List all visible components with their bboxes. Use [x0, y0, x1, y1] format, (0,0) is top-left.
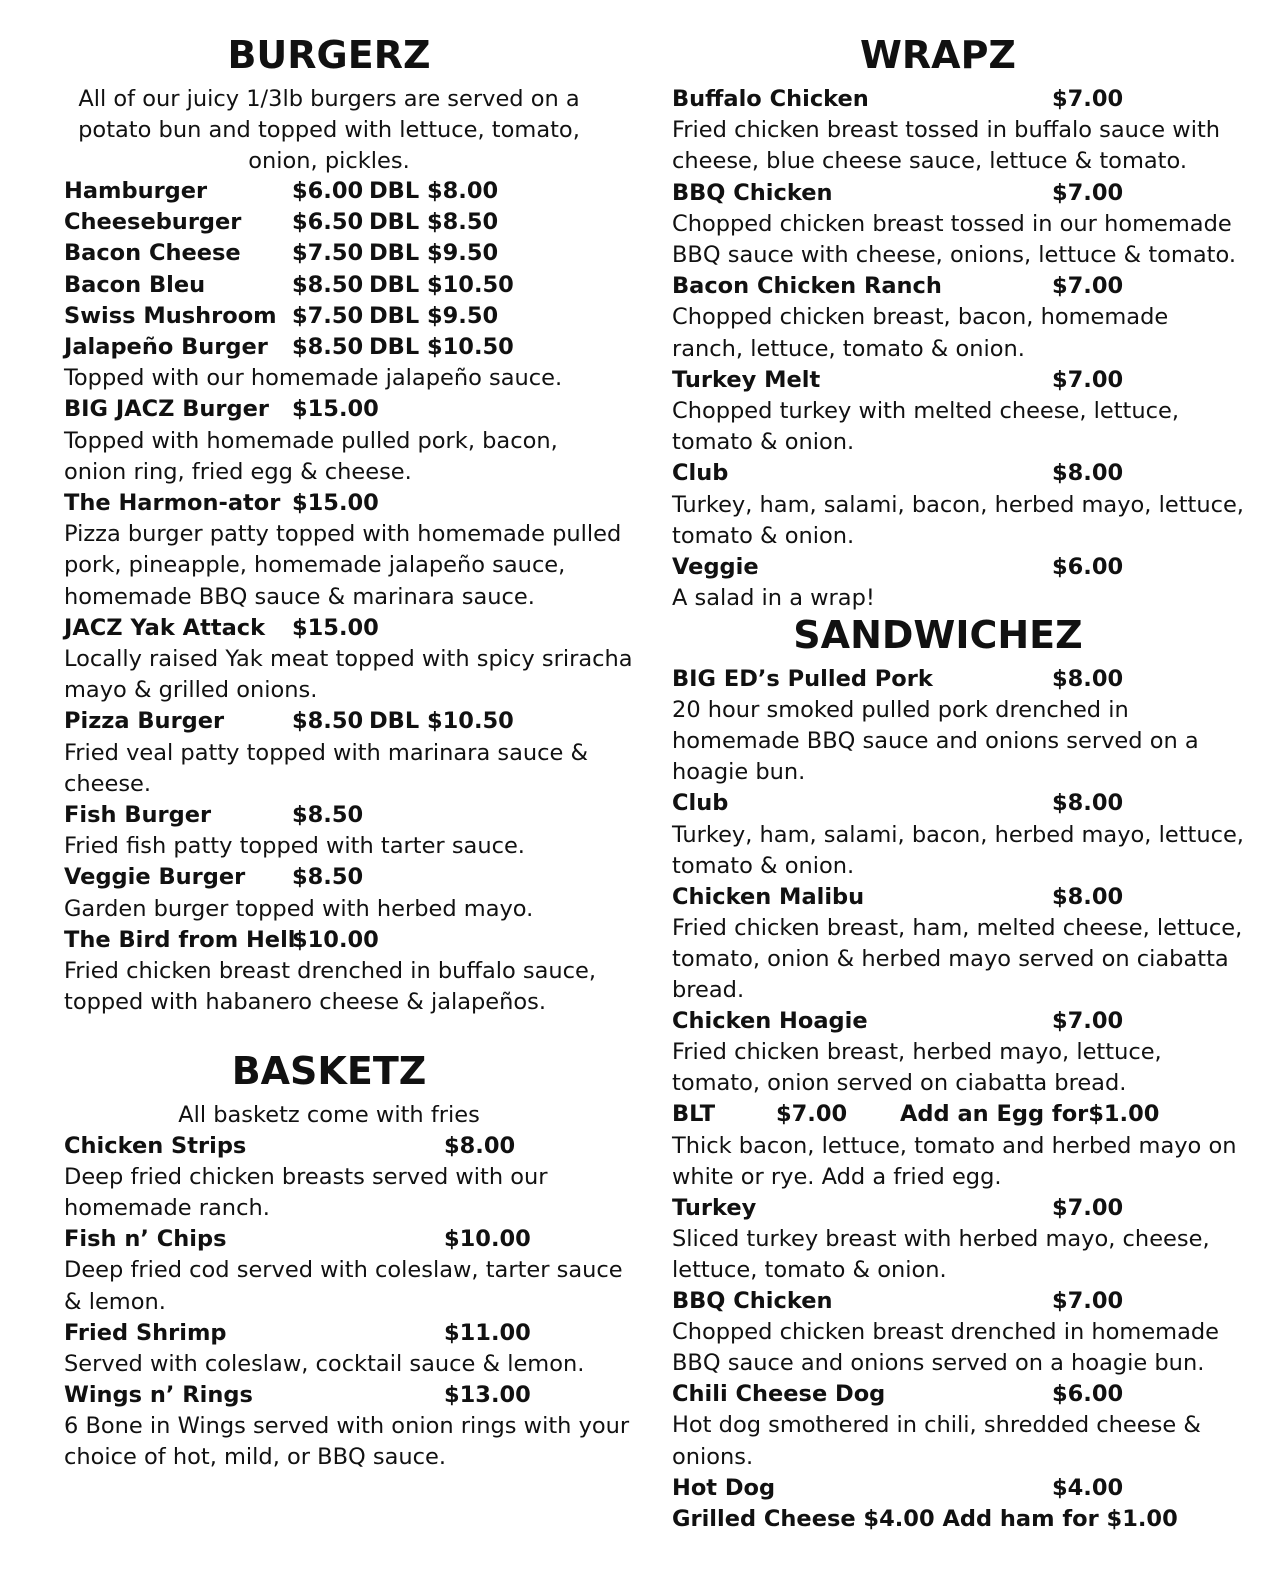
item-description-line: 20 hour smoked pulled pork drenched in [672, 697, 1129, 724]
item-description-line: choice of hot, mild, or BBQ sauce. [64, 1444, 447, 1470]
item-price: $8.50 [292, 802, 364, 828]
item-name: BBQ Chicken [672, 179, 833, 206]
item-description-line: tomato & onion. [672, 852, 855, 879]
item-addon: Add an Egg for$1.00 [900, 1101, 1160, 1128]
item-description-line: Turkey, ham, salami, bacon, herbed mayo, lettuce, [672, 821, 1244, 848]
item-price: $7.00 [1052, 273, 1124, 300]
item-name: Veggie [672, 554, 759, 580]
item-description-line: Topped with homemade pulled pork, bacon, [64, 427, 558, 454]
item-price: $6.00 [1052, 1381, 1124, 1408]
item-description-line: Fried veal patty topped with marinara sauce & [64, 739, 589, 766]
item-name: Veggie Burger [64, 864, 246, 891]
item-description-line: hoagie bun. [672, 759, 806, 786]
item-description-line: BBQ sauce with cheese, onions, lettuce & tomato. [672, 242, 1236, 268]
sandwichez-heading: SANDWICHEZ [793, 613, 1083, 657]
item-description-line: Topped with our homemade jalapeño sauce. [64, 365, 563, 392]
menu-item [64, 207, 624, 237]
menu-item [672, 365, 1232, 395]
item-description-line: A salad in a wrap! [672, 585, 875, 612]
item-name: The Bird from Hell [64, 926, 296, 953]
item-description-line: topped with habanero cheese & jalapeños. [64, 989, 547, 1016]
item-name: Chicken Hoagie [672, 1008, 868, 1035]
item-price: $7.00 [1052, 1008, 1124, 1035]
item-name: Turkey [672, 1194, 757, 1221]
item-price: $11.00 [444, 1319, 531, 1346]
item-description-line: & lemon. [64, 1288, 166, 1315]
item-price: $8.00 [1052, 460, 1124, 487]
menu-item [64, 925, 624, 955]
menu-item: Grilled Cheese $4.00 Add ham for $1.00 [672, 1505, 1178, 1532]
menu-item [64, 238, 624, 268]
item-double-price: DBL $10.50 [369, 334, 514, 360]
basketz-heading: BASKETZ [231, 1049, 427, 1093]
item-price: $10.00 [444, 1226, 531, 1253]
item-description-line: Turkey, ham, salami, bacon, herbed mayo, lettuce, [672, 491, 1244, 518]
menu-item [672, 84, 1232, 114]
item-description-line: Chopped chicken breast drenched in homemade [672, 1319, 1220, 1346]
menu-item [672, 1379, 1232, 1409]
menu-item [672, 1473, 1232, 1503]
menu-item [672, 1286, 1232, 1316]
item-price: $8.00 [1052, 790, 1124, 817]
item-description-line: Sliced turkey breast with herbed mayo, cheese, [672, 1225, 1210, 1252]
item-double-price: DBL $9.50 [369, 240, 499, 267]
item-description-line: Hot dog smothered in chili, shredded cheese & [672, 1412, 1201, 1439]
item-description-line: cheese. [64, 770, 152, 797]
item-price: $15.00 [292, 396, 379, 423]
item-name: Jalapeño Burger [64, 334, 268, 360]
item-name: Turkey Melt [672, 366, 821, 393]
menu-item [64, 488, 624, 518]
basketz-intro: All basketz come with fries [178, 1102, 480, 1128]
menu-item [64, 394, 624, 424]
item-price: $8.00 [1052, 883, 1124, 910]
item-price: $7.50 [292, 302, 364, 329]
burgerz-intro-line-3: onion, pickles. [248, 148, 410, 174]
item-price: $6.00 [292, 178, 364, 204]
item-description-line: Chopped chicken breast tossed in our homemade [672, 210, 1232, 237]
item-description-line: Deep fried cod served with coleslaw, tarter sauce [64, 1257, 623, 1284]
item-description-line: mayo & grilled onions. [64, 677, 318, 704]
item-description-line: homemade BBQ sauce & marinara sauce. [64, 583, 535, 610]
item-name: BBQ Chicken [672, 1288, 833, 1314]
item-name: BIG JACZ Burger [64, 396, 269, 423]
item-price: $6.50 [292, 209, 364, 236]
item-price: $10.00 [292, 926, 379, 953]
item-description-line: tomato, onion & herbed mayo served on ciabatta [672, 945, 1229, 972]
item-price: $8.50 [292, 708, 364, 735]
burgerz-intro-line-1: All of our juicy 1/3lb burgers are served on a [78, 86, 580, 112]
item-description-line: homemade ranch. [64, 1195, 270, 1222]
item-name: Chili Cheese Dog [672, 1381, 886, 1408]
menu-item [672, 178, 1232, 208]
item-price: $8.50 [292, 271, 364, 298]
item-name: Club [672, 790, 729, 817]
item-description-line: Fried fish patty topped with tarter sauce. [64, 833, 525, 860]
item-name: Club [672, 460, 729, 487]
item-price: $7.00 [1052, 1288, 1124, 1314]
item-description-line: Chopped turkey with melted cheese, lettuce, [672, 398, 1179, 424]
item-description-line: Fried chicken breast, ham, melted cheese, lettuce, [672, 914, 1243, 941]
item-price: $15.00 [292, 614, 379, 641]
item-double-price: DBL $10.50 [369, 708, 514, 735]
item-price: $7.00 [1052, 179, 1124, 206]
item-price: $7.50 [292, 240, 364, 267]
item-name: BLT [672, 1101, 716, 1128]
item-description-line: lettuce, tomato & onion. [672, 1256, 947, 1283]
item-double-price: DBL $9.50 [369, 302, 499, 329]
menu-item [64, 176, 624, 206]
item-description-line: Deep fried chicken breasts served with our [64, 1164, 548, 1191]
item-name: Fish Burger [64, 802, 212, 828]
item-description-line: ranch, lettuce, tomato & onion. [672, 335, 1025, 362]
item-description-line: Garden burger topped with herbed mayo. [64, 895, 534, 922]
item-name: Chicken Strips [64, 1133, 247, 1159]
menu-item [64, 862, 624, 892]
item-name: Wings n’ Rings [64, 1381, 253, 1408]
item-description-line: onion ring, fried egg & cheese. [64, 458, 412, 485]
item-description-line: tomato & onion. [672, 522, 855, 549]
item-name: Hamburger [64, 178, 208, 204]
menu-item [64, 1131, 624, 1161]
item-name: Bacon Bleu [64, 271, 206, 298]
wrapz-heading: WRAPZ [860, 33, 1016, 77]
menu-item [672, 664, 1232, 694]
menu-item [64, 1224, 624, 1254]
item-description-line: Locally raised Yak meat topped with spicy sriracha [64, 646, 633, 672]
item-description-line: homemade BBQ sauce and onions served on a [672, 728, 1199, 755]
item-description-line: white or rye. Add a fried egg. [672, 1163, 1002, 1190]
item-description-line: Fried chicken breast tossed in buffalo sauce with [672, 117, 1221, 144]
item-description-line: 6 Bone in Wings served with onion rings with your [64, 1412, 630, 1439]
item-description-line: onions. [672, 1443, 754, 1470]
item-name: Pizza Burger [64, 708, 225, 735]
item-price: $7.00 [776, 1101, 848, 1128]
item-price: $7.00 [1052, 1194, 1124, 1221]
item-description-line: Pizza burger patty topped with homemade pulled [64, 521, 622, 548]
item-name: Chicken Malibu [672, 883, 865, 910]
item-price: $7.00 [1052, 366, 1124, 393]
item-description-line: Chopped chicken breast, bacon, homemade [672, 304, 1169, 331]
menu-item [64, 706, 624, 736]
item-description-line: pork, pineapple, homemade jalapeño sauce, [64, 552, 566, 579]
item-description-line: Served with coleslaw, cocktail sauce & lemon. [64, 1350, 585, 1377]
item-price: $8.50 [292, 334, 364, 360]
item-name: Fried Shrimp [64, 1319, 227, 1346]
menu-item [672, 552, 1232, 582]
menu-item [672, 882, 1232, 912]
menu-item [64, 613, 624, 643]
item-price: $4.00 [1052, 1474, 1124, 1501]
item-description-line: cheese, blue cheese sauce, lettuce & tomato. [672, 148, 1187, 175]
item-name: Hot Dog [672, 1474, 776, 1501]
item-description-line: BBQ sauce and onions served on a hoagie bun. [672, 1350, 1205, 1377]
item-price: $7.00 [1052, 86, 1124, 112]
burgerz-heading: BURGERZ [227, 33, 431, 77]
menu-item [64, 800, 624, 830]
menu-item [64, 270, 624, 300]
item-double-price: DBL $10.50 [369, 271, 514, 298]
menu-item [64, 332, 624, 362]
item-price: $8.50 [292, 864, 364, 891]
item-description-line: tomato, onion served on ciabatta bread. [672, 1070, 1127, 1097]
menu-item [672, 1193, 1232, 1223]
item-double-price: DBL $8.50 [369, 209, 499, 236]
item-name: Cheeseburger [64, 209, 242, 236]
menu-item [64, 301, 624, 331]
item-description-line: Fried chicken breast drenched in buffalo sauce, [64, 958, 597, 984]
item-name: Fish n’ Chips [64, 1226, 227, 1253]
item-price: $8.00 [444, 1133, 516, 1159]
burgerz-intro-line-2: potato bun and topped with lettuce, tomato, [78, 117, 580, 143]
item-name: Bacon Chicken Ranch [672, 273, 942, 300]
menu-item [64, 1318, 624, 1348]
item-description-line: Fried chicken breast, herbed mayo, lettuce, [672, 1039, 1162, 1066]
item-double-price: DBL $8.00 [369, 178, 499, 204]
menu-item [672, 788, 1232, 818]
item-price: $13.00 [444, 1381, 531, 1408]
item-name: Bacon Cheese [64, 240, 241, 267]
item-price: $15.00 [292, 490, 379, 516]
menu-item [672, 271, 1232, 301]
item-description-line: bread. [672, 977, 745, 1003]
item-description-line: Thick bacon, lettuce, tomato and herbed mayo on [672, 1132, 1237, 1159]
item-price: $8.00 [1052, 666, 1124, 692]
item-name: The Harmon-ator [64, 490, 281, 516]
item-description-line: tomato & onion. [672, 429, 855, 456]
menu-item [672, 458, 1232, 488]
menu-item [672, 1099, 1232, 1129]
menu-item [672, 1006, 1232, 1036]
item-name: JACZ Yak Attack [64, 614, 266, 641]
menu-item [64, 1380, 624, 1410]
item-name: BIG ED’s Pulled Pork [672, 666, 933, 692]
item-name: Buffalo Chicken [672, 86, 869, 112]
item-name: Swiss Mushroom [64, 302, 277, 329]
item-price: $6.00 [1052, 554, 1124, 580]
